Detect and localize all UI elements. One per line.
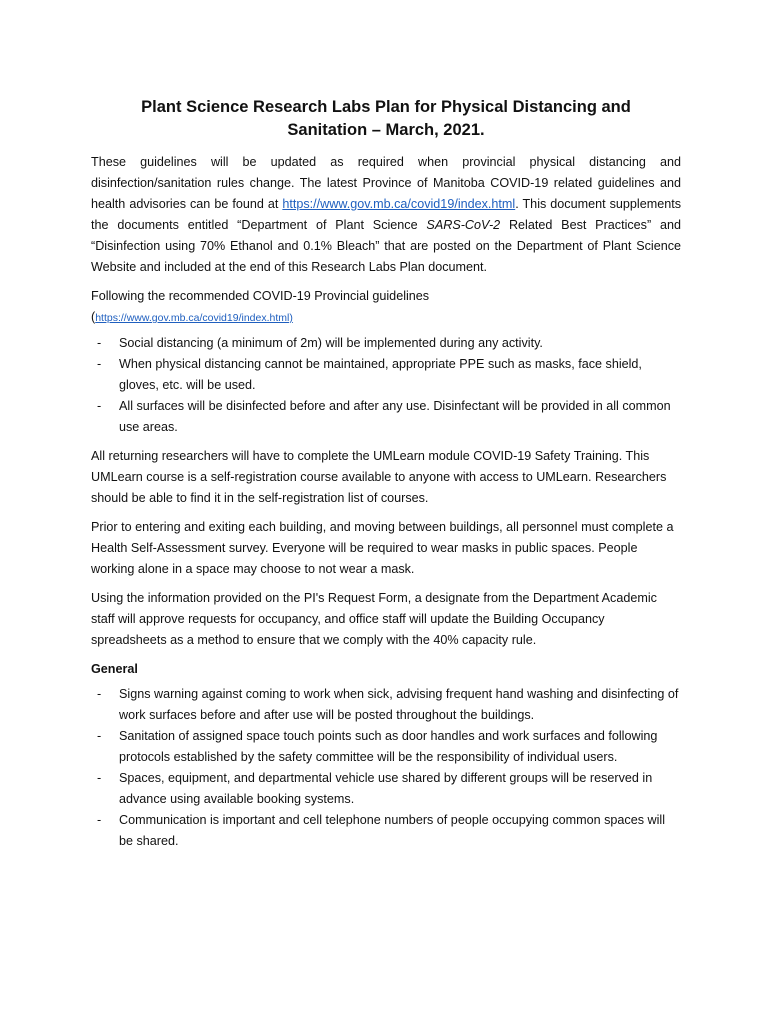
intro-text-1: These guidelines will be updated as required when provincial physical distancing and disinfection/sanitation rules change. The latest Province of Manitoba COVID-19 related guidelines and health advisories can be found at <box>91 155 681 211</box>
list-item-text: All surfaces will be disinfected before and after any use. Disinfectant will be provided in all common use areas. <box>119 399 671 434</box>
list-item-text: Signs warning against coming to work when sick, advising frequent hand washing and disinfecting of work surfaces before and after use will be posted throughout the buildings. <box>119 687 679 722</box>
dash-bullet: - <box>97 336 102 350</box>
occupancy-paragraph: Using the information provided on the PI's Request Form, a designate from the Department Academic staff will approve requests for occupancy, and office staff will update the Building Occupancy spreadsheets as a method to ensure that we comply with the 40% capacity rule. <box>91 591 657 647</box>
intro-paragraph <box>91 152 681 278</box>
list-item <box>91 726 681 768</box>
list-item <box>91 333 681 354</box>
intro-italic-virus: SARS-CoV-2 <box>426 218 501 232</box>
list-item <box>91 396 681 438</box>
list-item <box>91 768 681 810</box>
list-item-text: Social distancing (a minimum of 2m) will be implemented during any activity. <box>119 336 543 350</box>
provincial-guidelines-list <box>91 333 681 438</box>
dash-bullet: - <box>97 399 102 413</box>
general-heading: General <box>91 662 138 676</box>
list-item <box>91 810 681 852</box>
dash-bullet: - <box>97 357 102 371</box>
intro-text-2: . This document supplements the documents entitled “Department of Plant Science <box>91 197 681 232</box>
intro-text-3: Related Best Practices” and “Disinfection using 70% Ethanol and 0.1% Bleach” that are posted on the Department of Plant Science Website and included at the end of this Research Labs Plan document. <box>91 218 681 274</box>
dash-bullet: - <box>97 729 102 743</box>
provincial-guidelines-link[interactable]: https://www.gov.mb.ca/covid19/index.html) <box>95 312 293 324</box>
document-content <box>91 96 681 860</box>
list-item-text: Sanitation of assigned space touch points such as door handles and work surfaces and following protocols established by the safety committee will be the responsibility of individual users. <box>119 729 658 764</box>
dash-bullet: - <box>97 687 102 701</box>
dash-bullet: - <box>97 771 102 785</box>
list-item <box>91 684 681 726</box>
dash-bullet: - <box>97 813 102 827</box>
list-item <box>91 354 681 396</box>
list-item-text: Communication is important and cell telephone numbers of people occupying common spaces will be shared. <box>119 813 666 848</box>
title-line-2: Sanitation – March, 2021. <box>287 121 485 139</box>
list-item-text: Spaces, equipment, and departmental vehicle use shared by different groups will be reserved in advance using available booking systems. <box>119 771 653 806</box>
title-line-1: Plant Science Research Labs Plan for Physical Distancing and <box>141 98 631 116</box>
general-list <box>91 684 681 852</box>
umlearn-paragraph: All returning researchers will have to complete the UMLearn module COVID-19 Safety Training. This UMLearn course is a self-registration course available to anyone with access to UMLearn. Researchers should be able to find it in the self-registration list of courses. <box>91 449 667 505</box>
document-title <box>91 96 681 142</box>
following-guidelines-link-line <box>91 307 681 329</box>
list-item-text: When physical distancing cannot be maintained, appropriate PPE such as masks, face shield, gloves, etc. will be used. <box>119 357 642 392</box>
covid-guidelines-link[interactable]: https://www.gov.mb.ca/covid19/index.html <box>282 197 516 211</box>
building-paragraph: Prior to entering and exiting each building, and moving between buildings, all personnel must complete a Health Self-Assessment survey. Everyone will be required to wear masks in public spaces. People working alone in a space may choose to not wear a mask. <box>91 520 674 576</box>
open-paren: ( <box>91 310 96 324</box>
following-guidelines-text: Following the recommended COVID-19 Provincial guidelines <box>91 289 430 303</box>
